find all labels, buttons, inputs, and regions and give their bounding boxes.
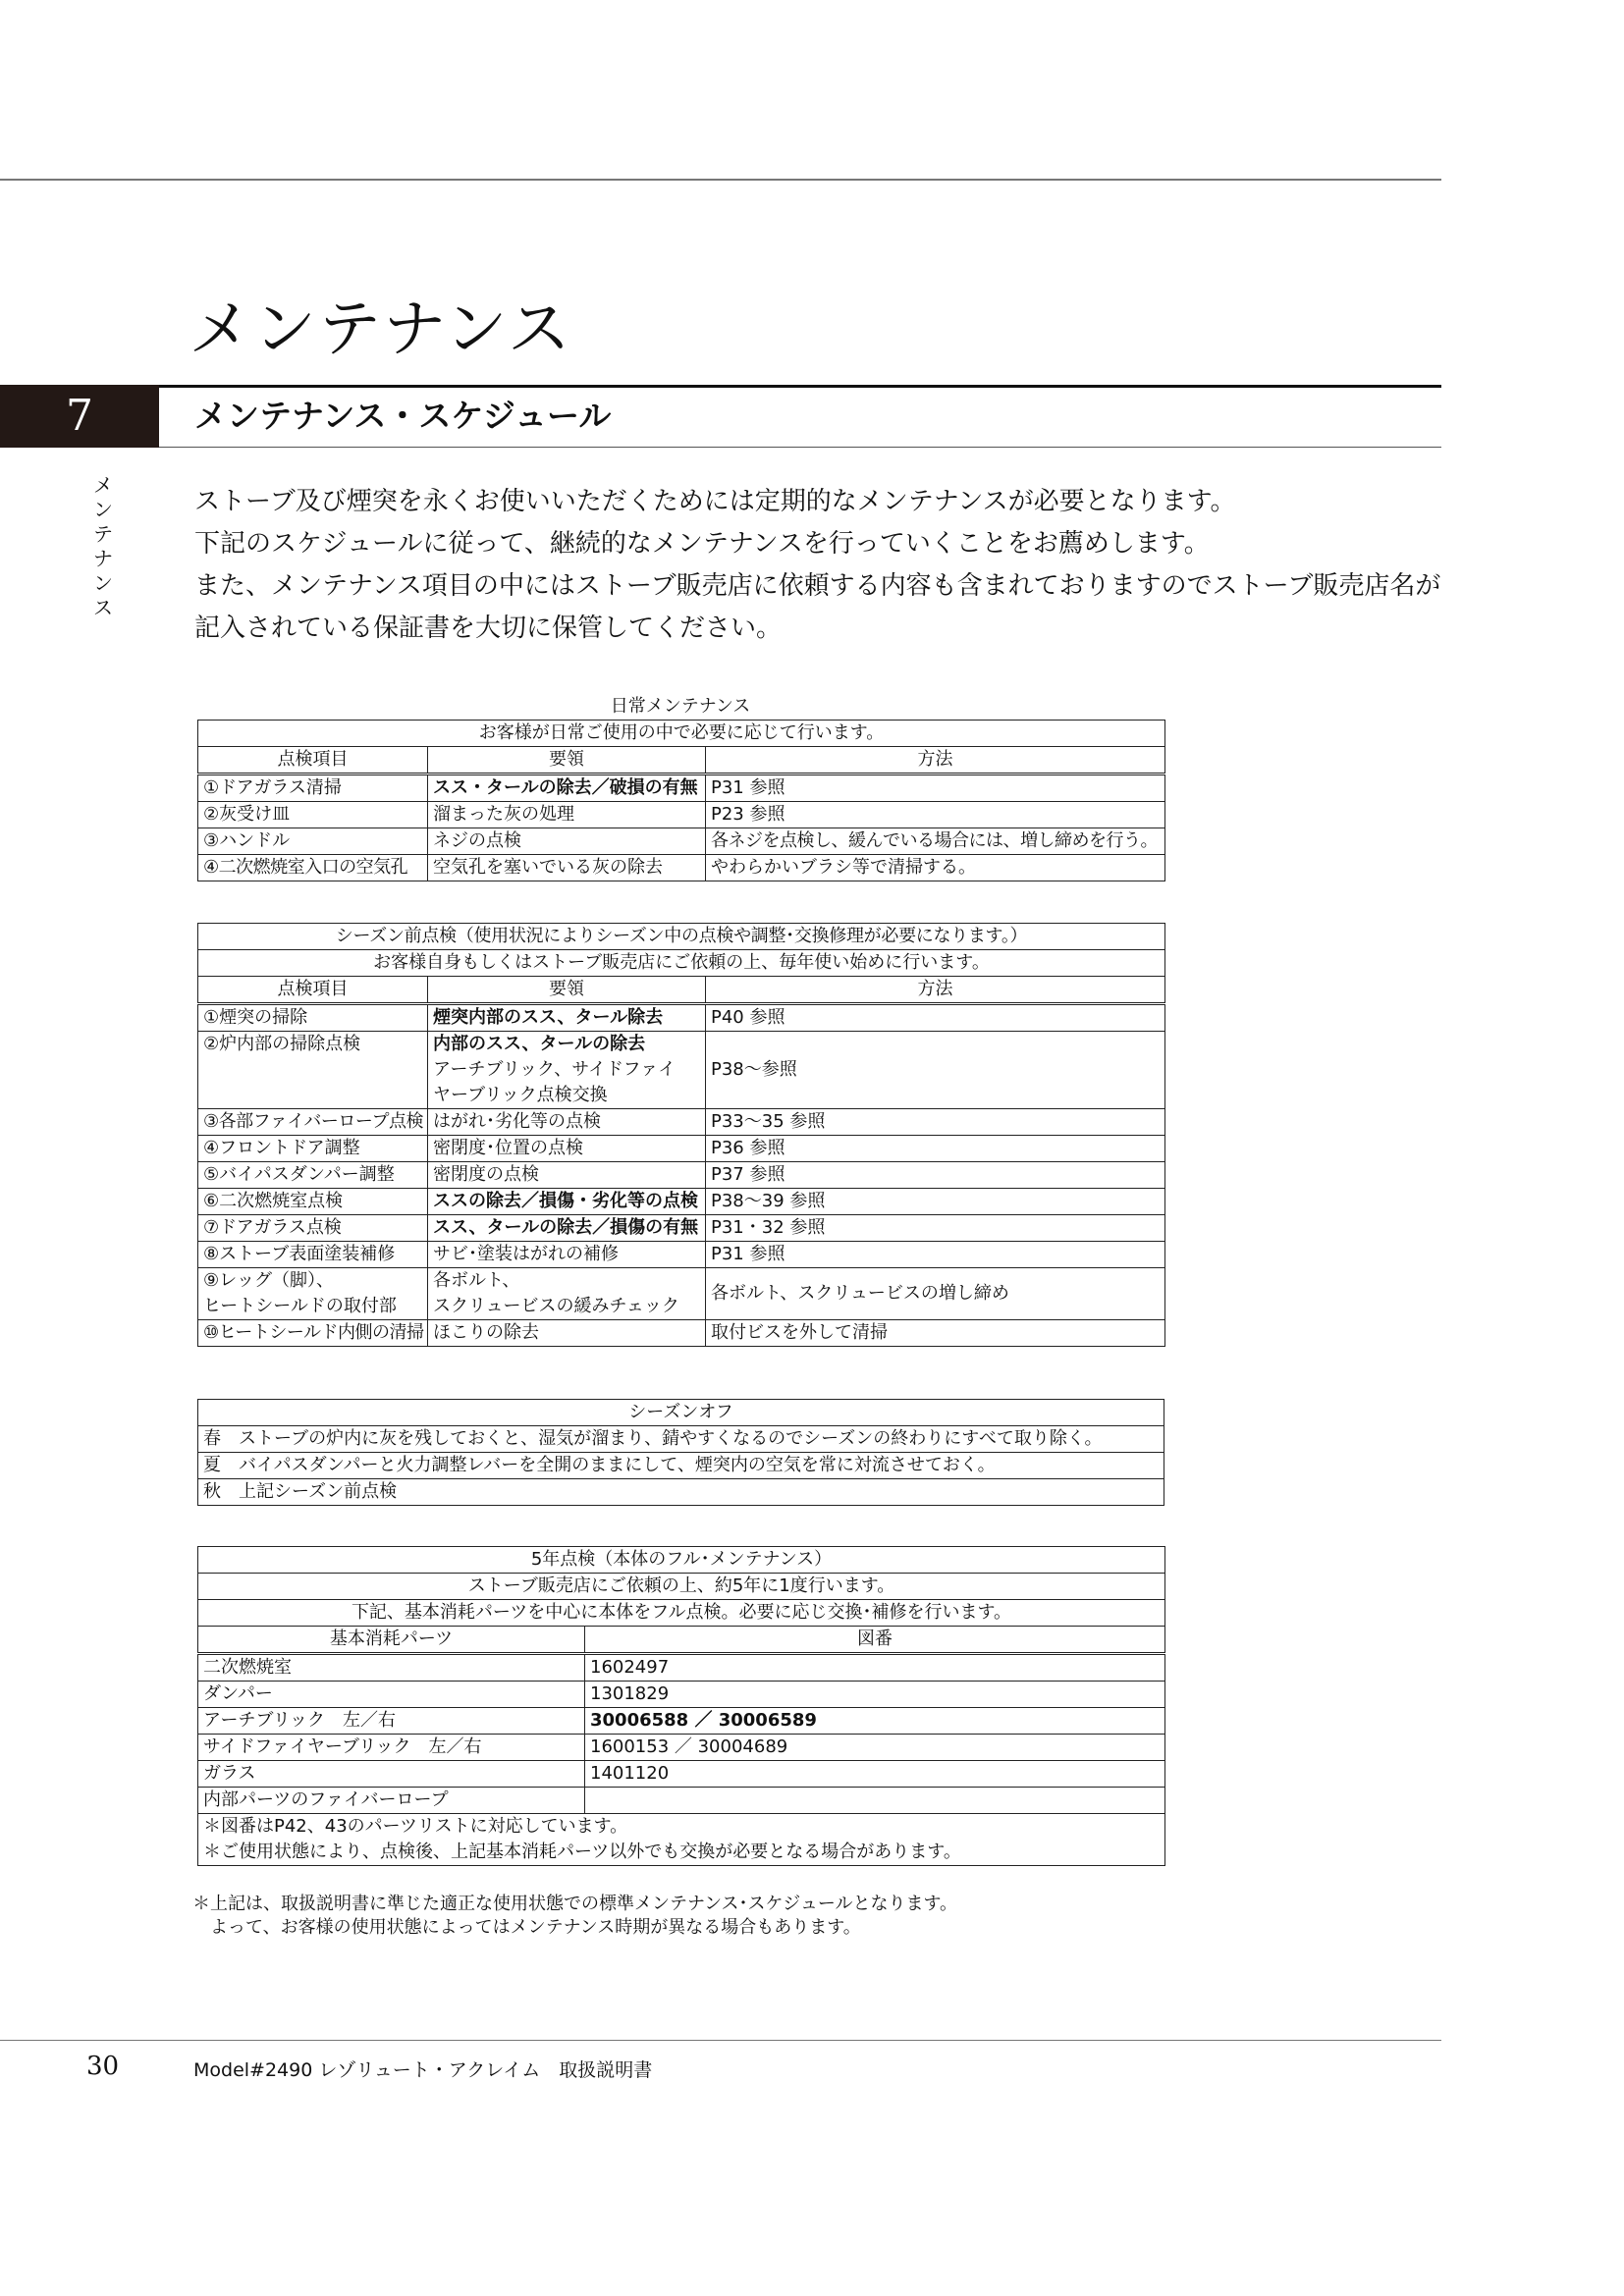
intro-line: ストーブ及び煙突を永くお使いいただくためには定期的なメンテナンスが必要となります。: [194, 487, 1236, 516]
five-year-subtitle: 下記、基本消耗パーツを中心に本体をフル点検。必要に応じ交換･補修を行います。: [198, 1600, 1165, 1627]
side-label: メ ン テ ナ ン ス: [93, 473, 113, 619]
table-row: 内部パーツのファイバーロープ: [198, 1788, 1165, 1814]
table-row: ⑦ドアガラス点検 スス、タールの除去／損傷の有無 P31・32 参照: [198, 1215, 1165, 1242]
table-row: ⑩ヒートシールド内側の清掃 ほこりの除去 取付ビスを外して清掃: [198, 1320, 1165, 1347]
table-row: ③ハンドル ネジの点検 各ネジを点検し、緩んでいる場合には、増し締めを行う。: [198, 828, 1165, 855]
offseason-title: シーズンオフ: [198, 1400, 1164, 1426]
table-row: ③各部ファイバーロープ点検 はがれ･劣化等の点検 P33～35 参照: [198, 1109, 1165, 1136]
five-year-title: 5年点検（本体のフル･メンテナンス）: [198, 1547, 1165, 1574]
page-number: 30: [86, 2052, 120, 2081]
col-header: 基本消耗パーツ: [198, 1627, 585, 1654]
table-row: ⑨レッグ（脚）、 ヒートシールドの取付部 各ボルト、 スクリュービスの緩みチェック 各ボルト、スクリュービスの増し締め: [198, 1268, 1165, 1320]
table-row: 夏 バイパスダンパーと火力調整レバーを全開のままにして、煙突内の空気を常に対流させておく。: [198, 1453, 1164, 1479]
table-row: ⑤バイパスダンパー調整 密閉度の点検 P37 参照: [198, 1162, 1165, 1189]
table-row: 二次燃焼室 1602497: [198, 1654, 1165, 1682]
table-row: ①煙突の掃除 煙突内部のスス、タール除去 P40 参照: [198, 1004, 1165, 1032]
table-row: 秋 上記シーズン前点検: [198, 1479, 1164, 1506]
preseason-title: シーズン前点検（使用状況によりシーズン中の点検や調整･交換修理が必要になります。）: [198, 924, 1165, 950]
col-header: 点検項目: [198, 977, 428, 1004]
table-row: ⑥二次燃焼室点検 ススの除去／損傷・劣化等の点検 P38～39 参照: [198, 1189, 1165, 1215]
intro-line: また、メンテナンス項目の中にはストーブ販売店に依頼する内容も含まれておりますのでストーブ販売店名が: [194, 571, 1441, 601]
table-row: ④二次燃焼室入口の空気孔 空気孔を塞いでいる灰の除去 やわらかいブラシ等で清掃する。: [198, 855, 1165, 881]
table-row: ダンパー 1301829: [198, 1682, 1165, 1708]
daily-subtitle: お客様が日常ご使用の中で必要に応じて行います。: [198, 721, 1165, 747]
table-row: ②灰受け皿 溜まった灰の処理 P23 参照: [198, 802, 1165, 828]
top-rule: [0, 179, 1441, 181]
table-row: サイドファイヤーブリック 左／右 1600153 ／ 30004689: [198, 1735, 1165, 1761]
table-row: アーチブリック 左／右 30006588 ／ 30006589: [198, 1708, 1165, 1735]
col-header: 点検項目: [198, 747, 428, 774]
daily-caption: 日常メンテナンス: [610, 696, 751, 717]
table-row: ⑧ストーブ表面塗装補修 サビ･塗装はがれの補修 P31 参照: [198, 1242, 1165, 1268]
col-header: 方法: [706, 747, 1165, 774]
table-row: ②炉内部の掃除点検 内部のスス、タールの除去 アーチブリック、サイドファイ ヤーブリック点検交換 P38～参照: [198, 1032, 1165, 1109]
five-year-subtitle: ストーブ販売店にご依頼の上、約5年に1度行います。: [198, 1574, 1165, 1600]
col-header: 要領: [428, 747, 706, 774]
chapter-title: メンテナンス: [189, 294, 572, 366]
table-row: ガラス 1401120: [198, 1761, 1165, 1788]
table-row: ④フロントドア調整 密閉度･位置の点検 P36 参照: [198, 1136, 1165, 1162]
intro-text: [194, 481, 1451, 650]
preseason-subtitle: お客様自身もしくはストーブ販売店にご依頼の上、毎年使い始めに行います。: [198, 950, 1165, 977]
section-rule-top: [159, 385, 1441, 388]
intro-line: 下記のスケジュールに従って、継続的なメンテナンスを行っていくことをお薦めします。: [194, 529, 1210, 559]
col-header: 方法: [706, 977, 1165, 1004]
col-header: 図番: [585, 1627, 1165, 1654]
five-year-table: [197, 1546, 1165, 1866]
section-rule-bottom: [159, 447, 1441, 448]
offseason-table: [197, 1399, 1164, 1506]
intro-line: 記入されている保証書を大切に保管してください。: [194, 614, 783, 643]
chapter-number: 7: [0, 385, 159, 448]
daily-table: [197, 720, 1165, 881]
table-row: ①ドアガラス清掃 スス・タールの除去／破損の有無 P31 参照: [198, 774, 1165, 802]
table-notes: ＊図番はP42、43のパーツリストに対応しています。 ＊ご使用状態により、点検後、上記基本消耗パーツ以外でも交換が必要となる場合があります。: [198, 1814, 1165, 1866]
footer-title: Model#2490 レゾリュート・アクレイム 取扱説明書: [193, 2059, 653, 2081]
preseason-table: [197, 923, 1165, 1347]
footnote: ＊上記は、取扱説明書に準じた適正な使用状態での標準メンテナンス･スケジュールとなります。 よって、お客様の使用状態によってはメンテナンス時期が異なる場合もあります。: [192, 1894, 958, 1938]
section-title: メンテナンス・スケジュール: [194, 397, 612, 435]
table-row: 春 ストーブの炉内に灰を残しておくと、湿気が溜まり、錆やすくなるのでシーズンの終わりにすべて取り除く。: [198, 1426, 1164, 1453]
bottom-rule: [0, 2040, 1441, 2041]
col-header: 要領: [428, 977, 706, 1004]
